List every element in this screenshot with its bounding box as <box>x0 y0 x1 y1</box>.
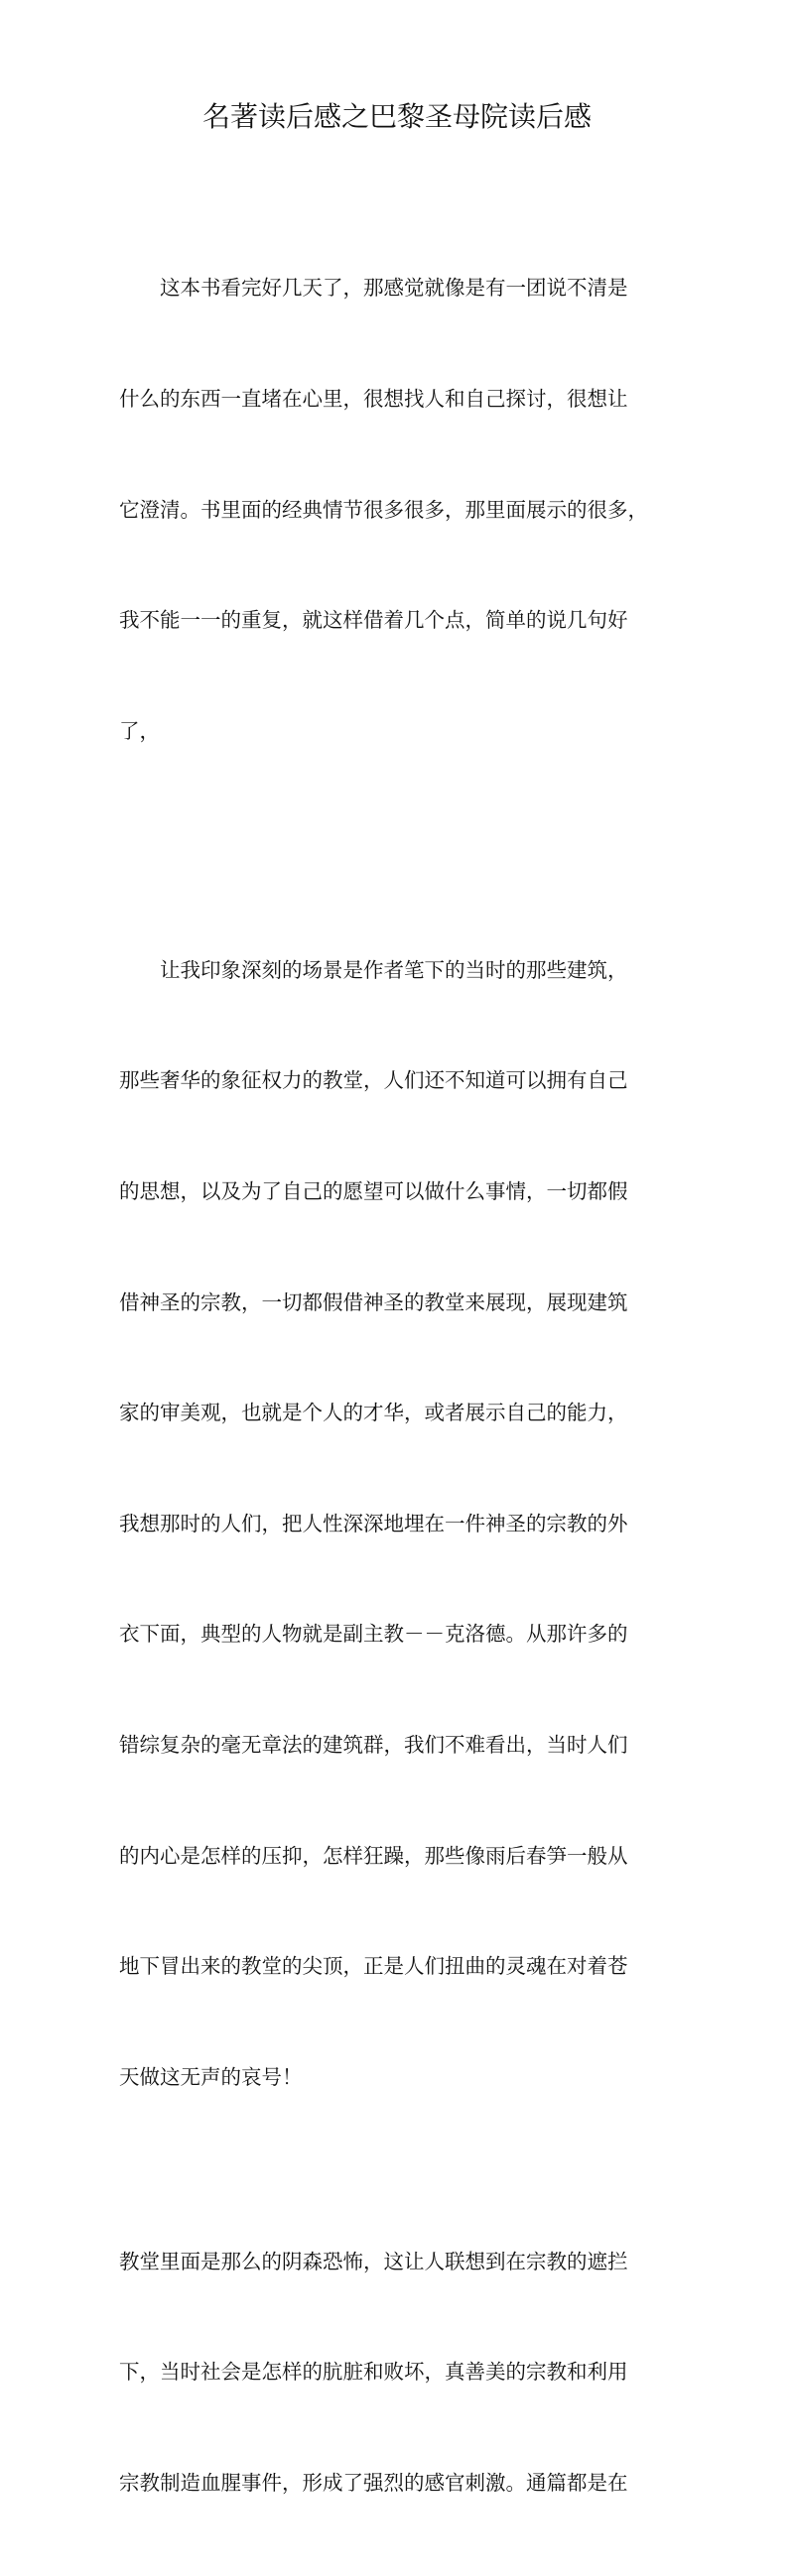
paragraph-spacer <box>119 823 661 878</box>
text-line: 衣下面，典型的人物就是副主教－－克洛德。从那许多的 <box>119 1622 628 1647</box>
text-line: 那些奢华的象征权力的教堂，人们还不知道可以拥有自己 <box>119 1068 628 1093</box>
text-line: 下，当时社会是怎样的肮脏和败坏，真善美的宗教和利用 <box>119 2360 628 2385</box>
text-line: 借神圣的宗教，一切都假借神圣的教堂来展现，展现建筑 <box>119 1289 628 1314</box>
text-line: 宗教制造血腥事件，形成了强烈的感官刺激。通篇都是在 <box>119 2470 628 2495</box>
text-line: 教堂里面是那么的阴森恐怖，这让人联想到在宗教的遮拦 <box>119 2249 628 2273</box>
text-line: 地下冒出来的教堂的尖顶，正是人们扭曲的灵魂在对着苍 <box>119 1954 628 1979</box>
text-line: 的内心是怎样的压抑，怎样狂躁，那些像雨后春笋一般从 <box>119 1843 628 1868</box>
text-line: 我想那时的人们，把人性深深地埋在一件神圣的宗教的外 <box>119 1511 628 1535</box>
text-line: 家的审美观，也就是个人的才华，或者展示自己的能力， <box>119 1401 628 1425</box>
text-line: 我不能一一的重复，就这样借着几个点，简单的说几句好 <box>119 608 628 633</box>
paragraph-3 <box>119 2169 661 2575</box>
document-body <box>119 196 661 2576</box>
paragraph-2 <box>119 878 661 2169</box>
text-line: 这本书看完好几天了，那感觉就像是有一团说不清是 <box>119 276 628 301</box>
paragraph-1 <box>119 196 661 823</box>
text-line: 它澄清。书里面的经典情节很多很多，那里面展示的很多， <box>119 497 648 522</box>
text-line: 了， <box>119 718 160 743</box>
text-line: 天做这无声的哀号！ <box>119 2064 303 2089</box>
text-line: 让我印象深刻的场景是作者笔下的当时的那些建筑， <box>119 957 628 982</box>
text-line: 的思想，以及为了自己的愿望可以做什么事情，一切都假 <box>119 1178 628 1203</box>
document-title: 名著读后感之巴黎圣母院读后感 <box>201 100 592 133</box>
text-line: 错综复杂的毫无章法的建筑群，我们不难看出，当时人们 <box>119 1732 628 1757</box>
text-line: 什么的东西一直堵在心里，很想找人和自己探讨，很想让 <box>119 387 628 411</box>
